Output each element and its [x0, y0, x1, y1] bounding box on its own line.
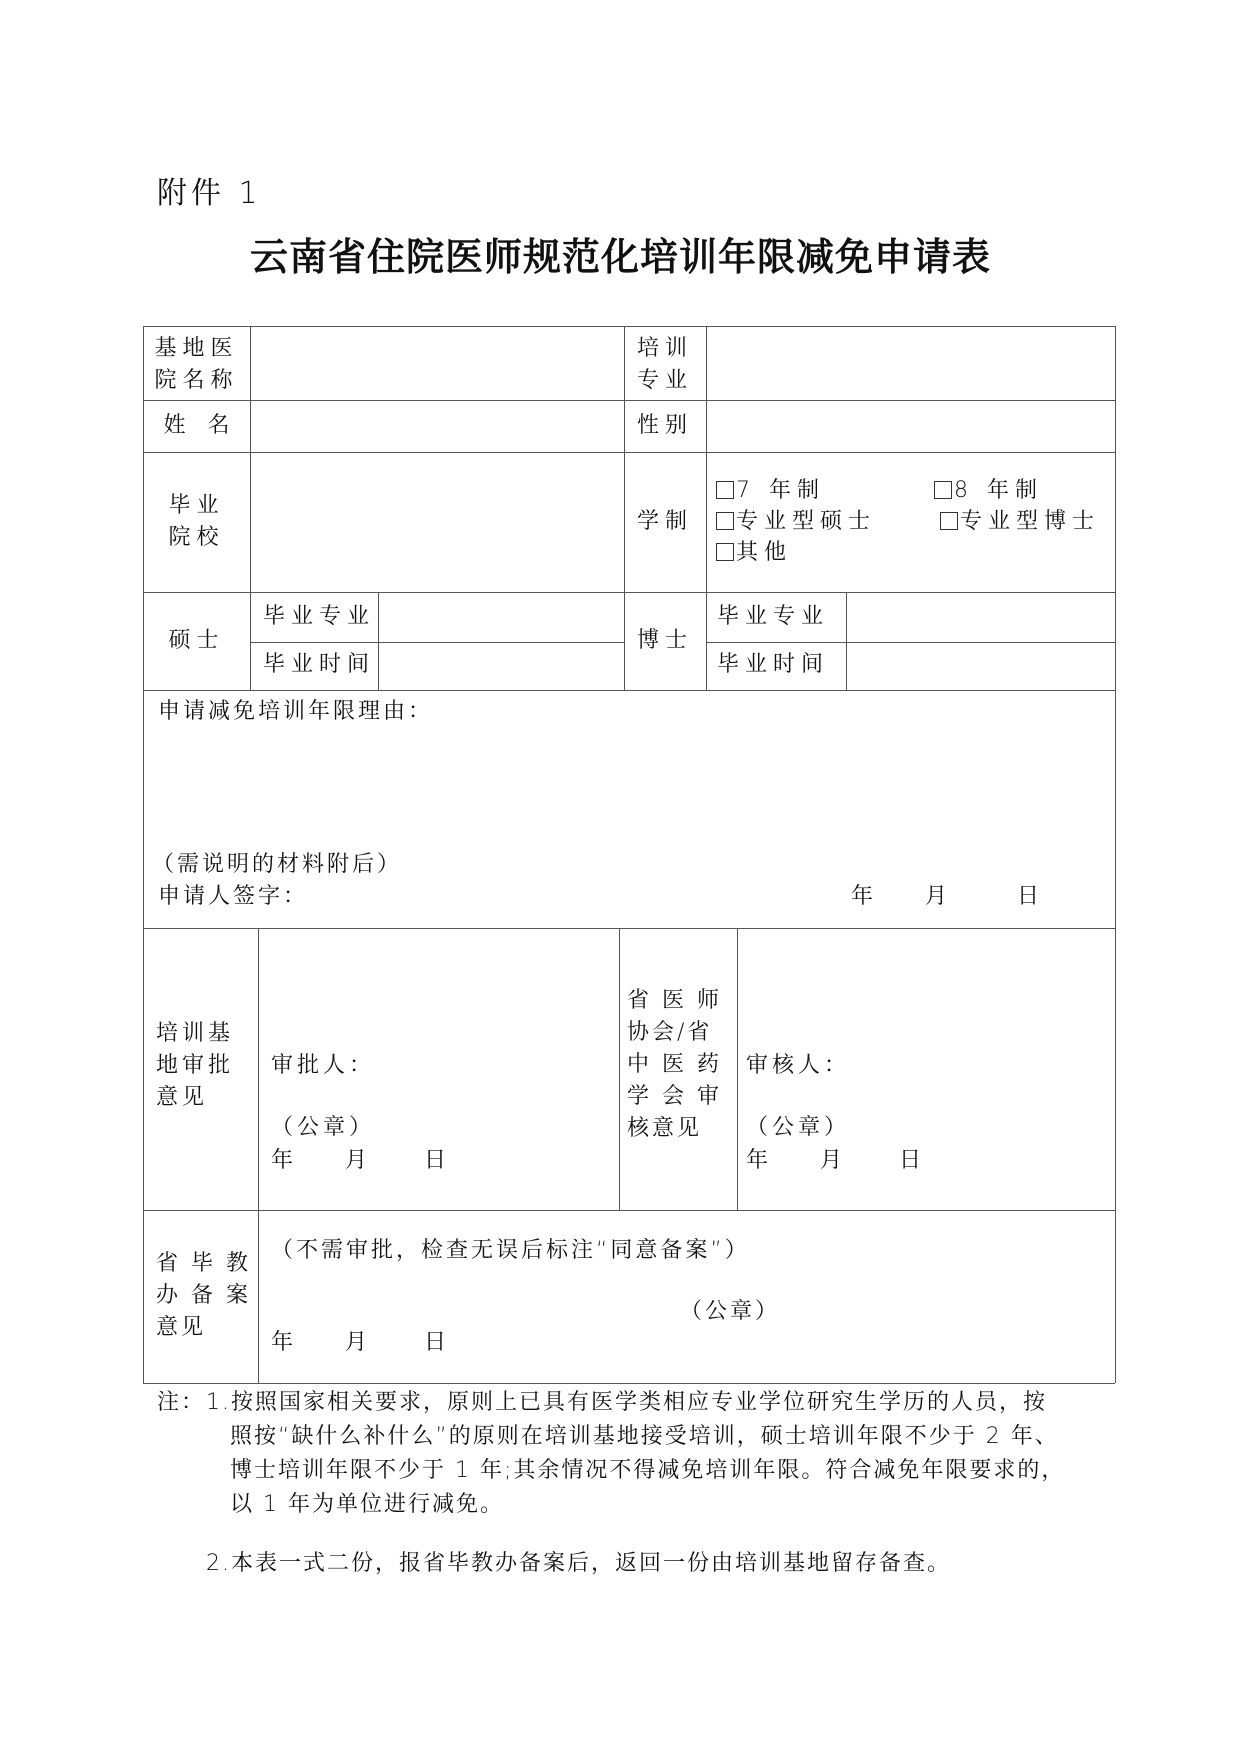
col-divider: [737, 928, 738, 1210]
label-line: 培训: [636, 336, 693, 361]
label-line: 核意见: [627, 1116, 703, 1141]
association-date-day: 日: [899, 1148, 928, 1173]
label-line: 院名称: [154, 368, 239, 393]
option-label: 8 年制: [954, 478, 1043, 503]
program-option-prof-master[interactable]: [716, 506, 876, 538]
master-grad-major-field[interactable]: [380, 594, 622, 640]
doctor-label: 博士: [636, 628, 693, 653]
doctor-grad-time-field[interactable]: [848, 644, 1113, 688]
program-option-prof-doctor[interactable]: [940, 506, 1100, 538]
program-option-7yr[interactable]: [716, 475, 825, 507]
note-1-line: 照按“缺什么补什么”的原则在培训基地接受培训，硕士培训年限不少于 2 年、: [230, 1424, 1059, 1449]
program-option-8yr[interactable]: [934, 475, 1043, 507]
label-line: 意见: [156, 1315, 207, 1340]
base-hospital-label: [143, 333, 250, 397]
doctor-grad-major-label: 毕业专业: [717, 604, 830, 629]
row-divider: [143, 690, 1115, 691]
attachment-label: 附件 1: [157, 176, 262, 211]
form-title: 云南省住院医师规范化培训年限减免申请表: [249, 234, 991, 279]
base-approval-label: [156, 1018, 234, 1114]
table-border-right: [1115, 326, 1116, 1383]
label-line: 中 医 药: [627, 1052, 722, 1077]
col-divider: [706, 326, 707, 690]
checkbox-icon[interactable]: [934, 481, 952, 499]
col-divider: [619, 928, 620, 1210]
applicant-sign-label: 申请人签字：: [158, 884, 309, 909]
association-label: [627, 985, 722, 1145]
table-border-bottom: [143, 1383, 1115, 1384]
option-label: 专业型博士: [960, 509, 1101, 534]
checkbox-icon[interactable]: [940, 512, 958, 530]
filing-seal-label: （公章）: [680, 1299, 781, 1324]
training-major-field[interactable]: [708, 328, 1113, 398]
label-line: 院校: [168, 525, 225, 550]
col-divider: [846, 592, 847, 690]
row-divider: [143, 592, 1115, 593]
gender-field[interactable]: [708, 402, 1113, 450]
association-date-month: 月: [820, 1148, 849, 1173]
filing-note: （不需审批，检查无误后标注“同意备案”）: [271, 1238, 750, 1263]
col-divider: [258, 928, 259, 1383]
association-date-year: 年: [746, 1148, 775, 1173]
row-divider: [143, 1210, 1115, 1211]
checkbox-icon[interactable]: [716, 543, 734, 561]
filing-label: [156, 1248, 251, 1344]
note-1-line: 以 1 年为单位进行减免。: [230, 1492, 504, 1517]
table-border-top: [143, 326, 1115, 327]
checkbox-icon[interactable]: [716, 512, 734, 530]
reason-note: （需说明的材料附后）: [152, 852, 403, 877]
base-date-month: 月: [345, 1148, 374, 1173]
label-line: 协会/省: [627, 1020, 713, 1045]
label-line: 毕业: [168, 493, 225, 518]
label-line: 意见: [156, 1085, 209, 1110]
program-option-other[interactable]: [716, 537, 792, 569]
reason-textarea[interactable]: [150, 732, 1105, 842]
col-divider: [378, 592, 379, 690]
name-field[interactable]: [252, 402, 622, 450]
doctor-grad-major-field[interactable]: [848, 594, 1113, 640]
row-divider: [706, 642, 1115, 643]
col-divider: [250, 326, 251, 690]
option-label: 专业型硕士: [736, 509, 877, 534]
notes-prefix: 注：: [157, 1390, 206, 1415]
grad-school-label: [143, 490, 250, 554]
date-year: 年: [851, 884, 880, 909]
checkbox-icon[interactable]: [716, 481, 734, 499]
label-line: 省 毕 教: [156, 1251, 251, 1276]
grad-school-field[interactable]: [252, 454, 622, 590]
row-divider: [143, 452, 1115, 453]
row-divider: [250, 642, 624, 643]
master-label: 硕士: [168, 628, 225, 653]
label-line: 学 会 审: [627, 1084, 722, 1109]
label-line: 专业: [636, 368, 693, 393]
label-line: 省 医 师: [627, 988, 722, 1013]
row-divider: [143, 928, 1115, 929]
master-grad-time-label: 毕业时间: [263, 652, 376, 677]
program-label: 学制: [636, 509, 693, 534]
label-line: 基地医: [154, 336, 239, 361]
approver-label: 审批人：: [271, 1053, 376, 1078]
option-label: 7 年制: [736, 478, 825, 503]
table-border-left: [143, 326, 144, 1383]
training-major-label: [624, 333, 706, 397]
base-date-year: 年: [271, 1148, 300, 1173]
filing-date-year: 年: [271, 1330, 300, 1355]
label-line: 培训基: [156, 1021, 235, 1046]
label-line: 地审批: [156, 1053, 235, 1078]
date-day: 日: [1017, 884, 1046, 909]
doctor-grad-time-label: 毕业时间: [717, 652, 830, 677]
name-label: 姓 名: [163, 413, 230, 438]
note-1-line: 1.按照国家相关要求，原则上已具有医学类相应专业学位研究生学历的人员，按: [206, 1390, 1047, 1415]
date-month: 月: [925, 884, 954, 909]
master-grad-major-label: 毕业专业: [263, 604, 376, 629]
base-hospital-field[interactable]: [252, 328, 622, 398]
option-label: 其他: [736, 540, 793, 565]
gender-label: 性别: [636, 413, 693, 438]
note-2: 2.本表一式二份，报省毕教办备案后，返回一份由培训基地留存备查。: [206, 1551, 951, 1576]
label-line: 办 备 案: [156, 1283, 251, 1308]
master-grad-time-field[interactable]: [380, 644, 622, 688]
base-seal-label: （公章）: [271, 1115, 376, 1140]
reviewer-label: 审核人：: [746, 1053, 851, 1078]
note-1-line: 博士培训年限不少于 1 年;其余情况不得减免培训年限。符合减免年限要求的，: [230, 1458, 1066, 1483]
reason-label: 申请减免培训年限理由：: [158, 699, 434, 724]
row-divider: [143, 400, 1115, 401]
filing-date-month: 月: [345, 1330, 374, 1355]
association-seal-label: （公章）: [746, 1115, 851, 1140]
filing-date-day: 日: [424, 1330, 453, 1355]
base-date-day: 日: [424, 1148, 453, 1173]
